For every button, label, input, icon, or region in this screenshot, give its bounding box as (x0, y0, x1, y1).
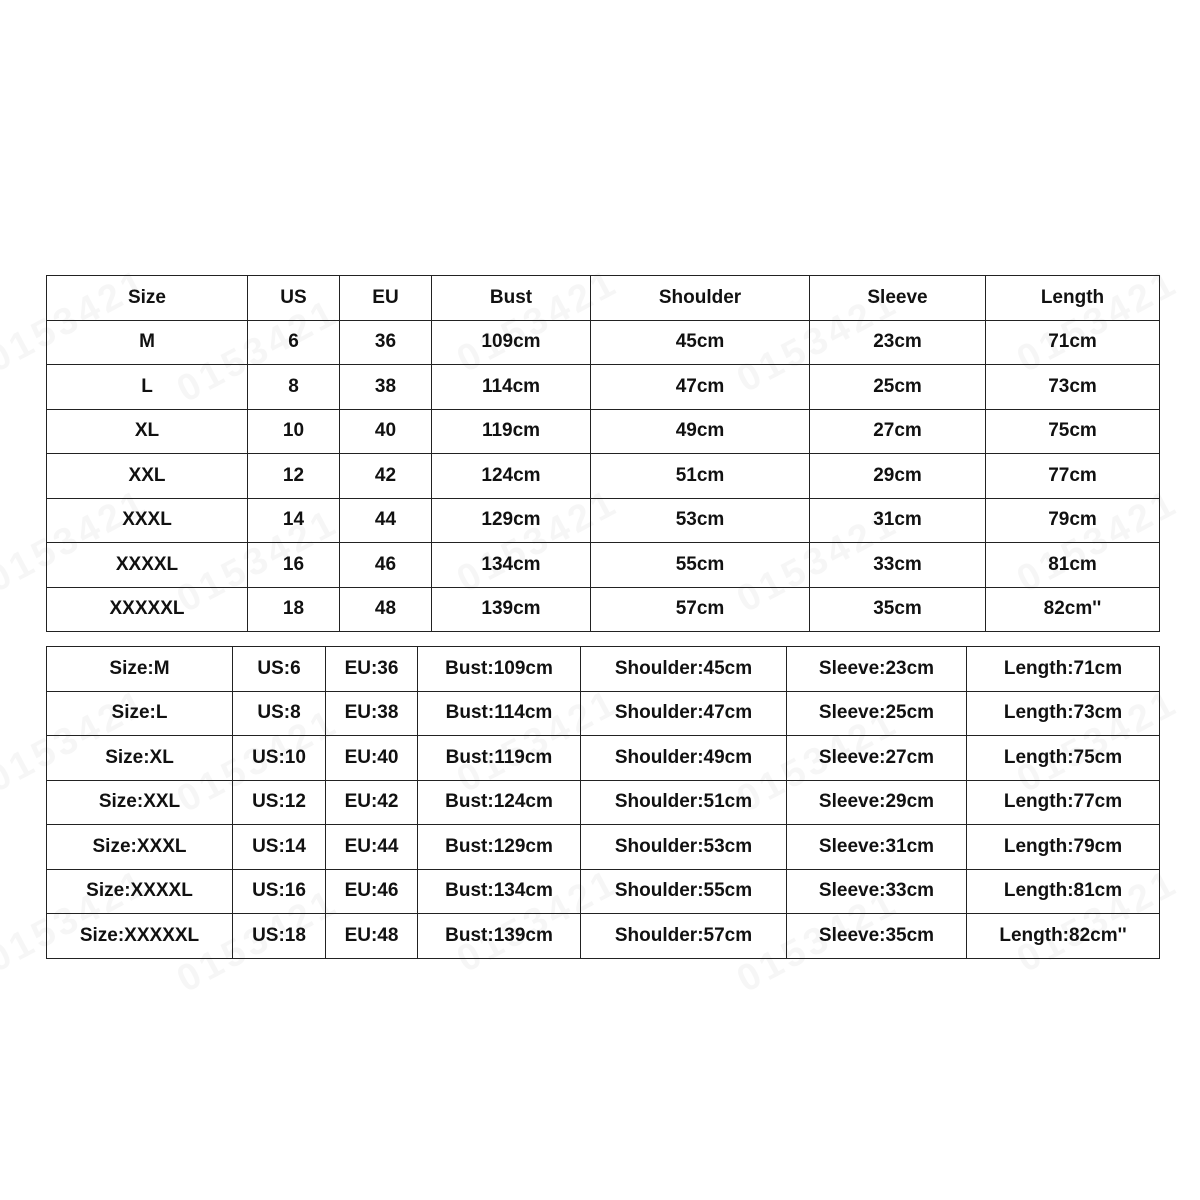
table-cell: 48 (340, 587, 432, 632)
table-row (47, 587, 1160, 632)
table-cell: 23cm (810, 320, 986, 365)
table-cell: 49cm (591, 409, 810, 454)
table-cell: US:16 (233, 869, 326, 914)
table-cell: Sleeve:31cm (787, 825, 967, 870)
table-cell: 45cm (591, 320, 810, 365)
table-row (47, 498, 1160, 543)
table-cell: Size:XXL (47, 780, 233, 825)
table-cell: EU:44 (326, 825, 418, 870)
table-cell: 53cm (591, 498, 810, 543)
table-cell: Bust:129cm (418, 825, 581, 870)
table-cell: 139cm (432, 587, 591, 632)
table-cell: Bust:139cm (418, 914, 581, 959)
table-cell: EU:46 (326, 869, 418, 914)
table-cell: Sleeve:33cm (787, 869, 967, 914)
table-cell: L (47, 365, 248, 410)
table-row (47, 409, 1160, 454)
table-cell: 33cm (810, 543, 986, 588)
table-cell: Bust:114cm (418, 691, 581, 736)
table-cell: 40 (340, 409, 432, 454)
table-cell: 134cm (432, 543, 591, 588)
table-row (47, 543, 1160, 588)
table-cell: Sleeve:29cm (787, 780, 967, 825)
table-cell: Size:XXXXXL (47, 914, 233, 959)
table-cell: XL (47, 409, 248, 454)
table-cell: EU:38 (326, 691, 418, 736)
table-cell: US:18 (233, 914, 326, 959)
table-cell: 71cm (986, 320, 1160, 365)
table-cell: Shoulder:51cm (581, 780, 787, 825)
table-cell: Length:81cm (967, 869, 1160, 914)
table-cell: 109cm (432, 320, 591, 365)
table-cell: Size:XXXL (47, 825, 233, 870)
table-row (47, 869, 1160, 914)
table-cell: 57cm (591, 587, 810, 632)
table-cell: 14 (248, 498, 340, 543)
table-cell: US:6 (233, 647, 326, 692)
table-cell: 51cm (591, 454, 810, 499)
table-cell: 31cm (810, 498, 986, 543)
table-cell: US:8 (233, 691, 326, 736)
table-cell: 38 (340, 365, 432, 410)
table-cell: US:12 (233, 780, 326, 825)
table-cell: EU:42 (326, 780, 418, 825)
table-cell: Sleeve:23cm (787, 647, 967, 692)
column-header-eu: EU (340, 276, 432, 321)
table-cell: Size:L (47, 691, 233, 736)
table-cell: Bust:134cm (418, 869, 581, 914)
table-cell: Shoulder:45cm (581, 647, 787, 692)
table-cell: 27cm (810, 409, 986, 454)
table-header-row (47, 276, 1160, 321)
table-cell: 25cm (810, 365, 986, 410)
table-cell: 10 (248, 409, 340, 454)
table-cell: Shoulder:49cm (581, 736, 787, 781)
table-cell: 6 (248, 320, 340, 365)
table-cell: Sleeve:25cm (787, 691, 967, 736)
table-cell: 16 (248, 543, 340, 588)
table-cell: US:10 (233, 736, 326, 781)
table-cell: Sleeve:27cm (787, 736, 967, 781)
table-cell: Size:XL (47, 736, 233, 781)
table-cell: 12 (248, 454, 340, 499)
column-header-length: Length (986, 276, 1160, 321)
table-cell: 119cm (432, 409, 591, 454)
table-cell: Length:73cm (967, 691, 1160, 736)
table-cell: Sleeve:35cm (787, 914, 967, 959)
column-header-size: Size (47, 276, 248, 321)
column-header-sleeve: Sleeve (810, 276, 986, 321)
table-cell: 36 (340, 320, 432, 365)
table-cell: XXXL (47, 498, 248, 543)
table-row (47, 825, 1160, 870)
size-chart-labeled-table (46, 646, 1160, 959)
table-cell: Bust:109cm (418, 647, 581, 692)
table-row (47, 454, 1160, 499)
table-row (47, 647, 1160, 692)
table-cell: 75cm (986, 409, 1160, 454)
table-cell: 124cm (432, 454, 591, 499)
table-cell: Length:77cm (967, 780, 1160, 825)
table-cell: 42 (340, 454, 432, 499)
table-cell: US:14 (233, 825, 326, 870)
size-chart-table (46, 275, 1160, 632)
table-row (47, 691, 1160, 736)
column-header-bust: Bust (432, 276, 591, 321)
column-header-us: US (248, 276, 340, 321)
table-cell: XXL (47, 454, 248, 499)
table-cell: Shoulder:47cm (581, 691, 787, 736)
table-cell: Length:71cm (967, 647, 1160, 692)
table-cell: EU:40 (326, 736, 418, 781)
column-header-shoulder: Shoulder (591, 276, 810, 321)
table-cell: 73cm (986, 365, 1160, 410)
table-cell: Shoulder:55cm (581, 869, 787, 914)
table-cell: 18 (248, 587, 340, 632)
table-cell: XXXXL (47, 543, 248, 588)
table-cell: 129cm (432, 498, 591, 543)
table-cell: EU:36 (326, 647, 418, 692)
table-cell: Shoulder:53cm (581, 825, 787, 870)
table-cell: 77cm (986, 454, 1160, 499)
table-row (47, 320, 1160, 365)
table-cell: Shoulder:57cm (581, 914, 787, 959)
table-row (47, 365, 1160, 410)
table-cell: Size:XXXXL (47, 869, 233, 914)
table-row (47, 736, 1160, 781)
table-cell: Bust:119cm (418, 736, 581, 781)
table-row (47, 780, 1160, 825)
table-cell: Bust:124cm (418, 780, 581, 825)
table-cell: Length:75cm (967, 736, 1160, 781)
table-cell: 35cm (810, 587, 986, 632)
table-cell: XXXXXL (47, 587, 248, 632)
table-cell: Length:82cm'' (967, 914, 1160, 959)
table-cell: EU:48 (326, 914, 418, 959)
table-cell: Length:79cm (967, 825, 1160, 870)
table-cell: 29cm (810, 454, 986, 499)
table-cell: 79cm (986, 498, 1160, 543)
table-cell: 8 (248, 365, 340, 410)
table-cell: Size:M (47, 647, 233, 692)
table-row (47, 914, 1160, 959)
table-cell: 47cm (591, 365, 810, 410)
table-cell: 81cm (986, 543, 1160, 588)
table-cell: 55cm (591, 543, 810, 588)
table-cell: 82cm'' (986, 587, 1160, 632)
table-cell: 114cm (432, 365, 591, 410)
table-cell: 44 (340, 498, 432, 543)
table-cell: 46 (340, 543, 432, 588)
table-cell: M (47, 320, 248, 365)
